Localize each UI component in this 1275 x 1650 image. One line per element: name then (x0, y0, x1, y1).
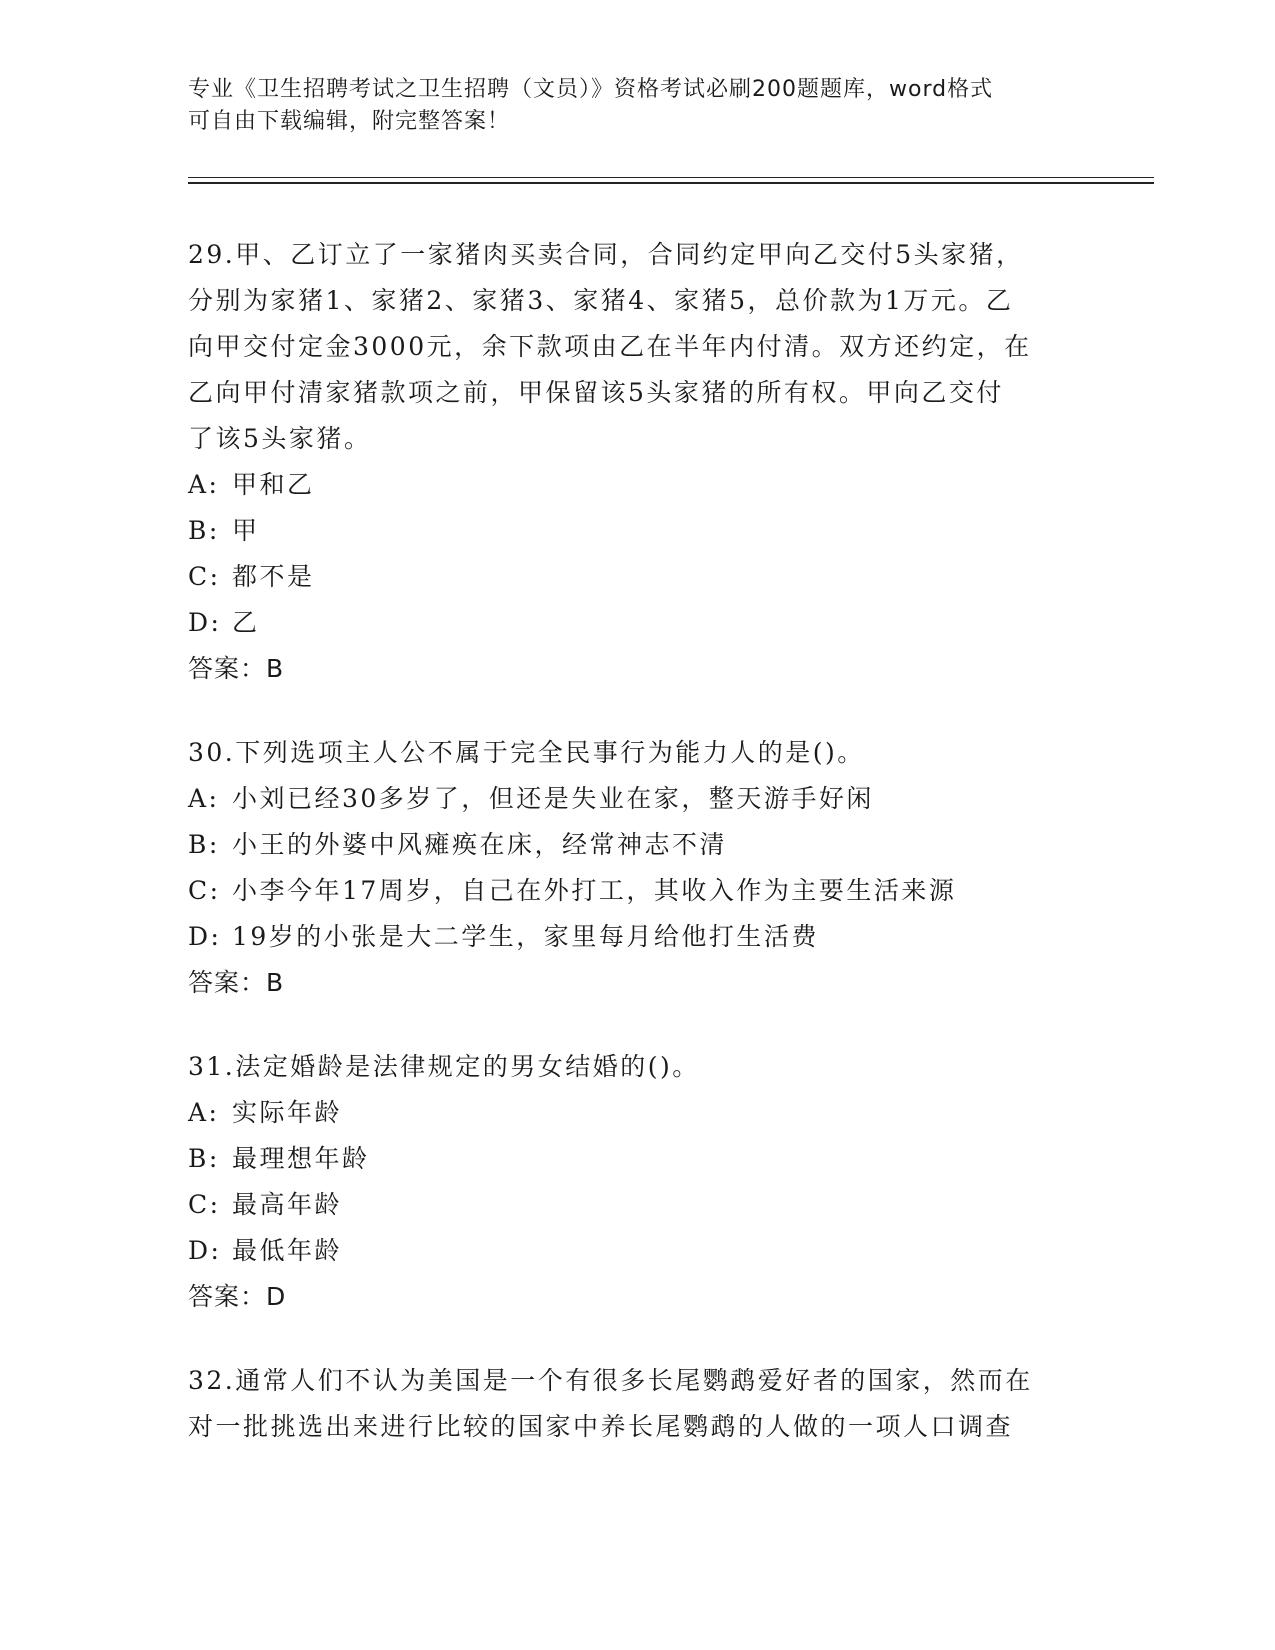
question-spacer (188, 1320, 1108, 1358)
option-key: C: (188, 876, 221, 905)
option-d (188, 600, 1108, 646)
answer-line: 答案：B (188, 968, 285, 997)
stem-line: 对一批挑选出来进行比较的国家中养长尾鹦鹉的人做的一项人口调查 (188, 1412, 1014, 1441)
option-c (188, 1182, 1108, 1228)
question-spacer (188, 692, 1108, 730)
option-key: A: (188, 784, 220, 813)
question-29 (188, 232, 1108, 692)
option-key: A: (188, 1098, 220, 1127)
option-d (188, 1228, 1108, 1274)
question-stem (188, 1358, 1108, 1450)
option-text: 最低年龄 (232, 1236, 343, 1265)
option-d (188, 914, 1108, 960)
question-30 (188, 730, 1108, 1006)
header-line-2: 可自由下载编辑，附完整答案！ (188, 109, 511, 134)
option-text: 最高年龄 (232, 1190, 343, 1219)
option-text: 实际年龄 (232, 1098, 343, 1127)
stem-line: 向甲交付定金3000元，余下款项由乙在半年内付清。双方还约定，在 (188, 332, 1032, 361)
question-stem (188, 730, 1108, 776)
option-text: 19岁的小张是大二学生，家里每月给他打生活费 (232, 922, 819, 951)
option-key: A: (188, 470, 220, 499)
stem-line: 了该5头家猪。 (188, 424, 372, 453)
stem-line: 31.法定婚龄是法律规定的男女结婚的()。 (188, 1052, 700, 1081)
option-text: 最理想年龄 (232, 1144, 370, 1173)
option-a (188, 776, 1108, 822)
stem-line: 分别为家猪1、家猪2、家猪3、家猪4、家猪5，总价款为1万元。乙 (188, 286, 1014, 315)
option-b (188, 1136, 1108, 1182)
document-header (188, 74, 1088, 138)
question-spacer (188, 1006, 1108, 1044)
option-key: D: (188, 608, 222, 637)
option-key: C: (188, 1190, 221, 1219)
answer-line: 答案：B (188, 654, 285, 683)
option-key: D: (188, 1236, 222, 1265)
option-c (188, 554, 1108, 600)
question-31 (188, 1044, 1108, 1320)
header-line-1: 专业《卫生招聘考试之卫生招聘（文员）》资格考试必刷200题题库，word格式 (188, 77, 994, 102)
option-key: B: (188, 516, 220, 545)
option-c (188, 868, 1108, 914)
option-text: 小李今年17周岁，自己在外打工，其收入作为主要生活来源 (232, 876, 957, 905)
header-rule-thin (188, 177, 1154, 178)
stem-line: 29.甲、乙订立了一家猪肉买卖合同，合同约定甲向乙交付5头家猪， (188, 240, 1024, 269)
stem-line: 30.下列选项主人公不属于完全民事行为能力人的是()。 (188, 738, 865, 767)
option-key: D: (188, 922, 222, 951)
header-rule-thick (188, 182, 1154, 184)
option-text: 乙 (232, 608, 260, 637)
option-text: 小王的外婆中风瘫痪在床，经常神志不清 (232, 830, 728, 859)
option-b (188, 508, 1108, 554)
question-list (188, 232, 1108, 1450)
option-a (188, 462, 1108, 508)
option-key: B: (188, 830, 220, 859)
stem-line: 32.通常人们不认为美国是一个有很多长尾鹦鹉爱好者的国家，然而在 (188, 1366, 1033, 1395)
question-32 (188, 1358, 1108, 1450)
option-text: 小刘已经30多岁了，但还是失业在家，整天游手好闲 (232, 784, 874, 813)
option-b (188, 822, 1108, 868)
option-key: C: (188, 562, 221, 591)
question-stem (188, 1044, 1108, 1090)
option-key: B: (188, 1144, 220, 1173)
option-a (188, 1090, 1108, 1136)
answer-line: 答案：D (188, 1282, 287, 1311)
option-text: 甲 (232, 516, 260, 545)
stem-line: 乙向甲付清家猪款项之前，甲保留该5头家猪的所有权。甲向乙交付 (188, 378, 1004, 407)
question-stem (188, 232, 1108, 462)
option-text: 甲和乙 (232, 470, 315, 499)
option-text: 都不是 (232, 562, 315, 591)
